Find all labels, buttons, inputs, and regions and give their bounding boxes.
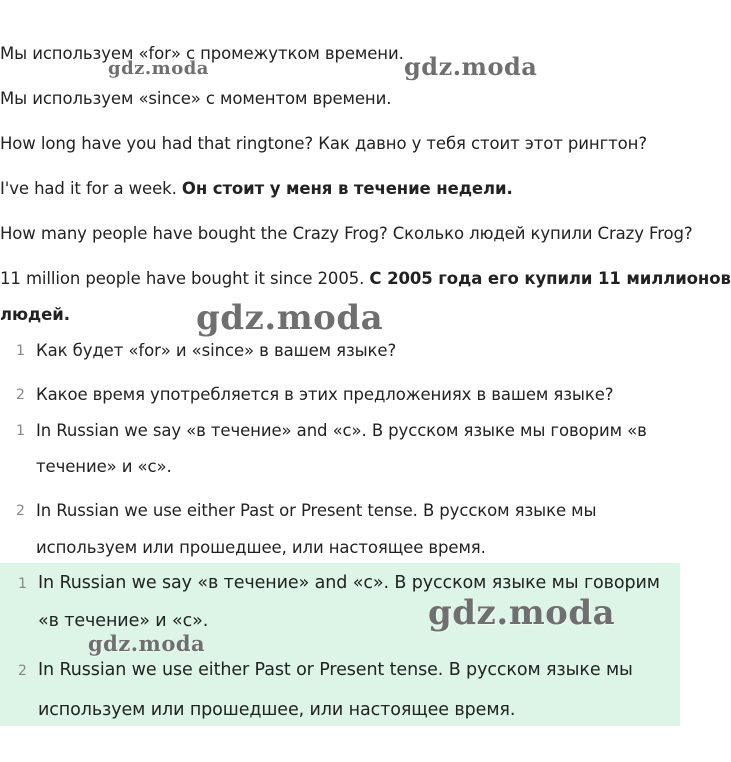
highlighted-answer-text-line: In Russian we say «в течение» and «с». В русском языке мы говорим bbox=[38, 573, 660, 593]
answer-text-line: течение» и «с». bbox=[36, 457, 172, 476]
watermark-logo: gdz.moda bbox=[88, 631, 206, 656]
highlighted-answer-number: 2 bbox=[18, 663, 27, 679]
question-text: Какое время употребляется в этих предложениях в вашем языке? bbox=[36, 385, 614, 404]
answer-crazy-frog-english: 11 million people have bought it since 2005. bbox=[0, 269, 365, 288]
answer-crazy-frog-russian: С 2005 года его купили 11 миллионов bbox=[369, 269, 731, 288]
answer-number: 1 bbox=[16, 423, 25, 439]
paragraph-question-crazy-frog: How many people have bought the Crazy Frog? Сколько людей купили Crazy Frog? bbox=[0, 224, 693, 243]
answer-text-line: используем или прошедшее, или настоящее время. bbox=[36, 538, 486, 557]
answer-crazy-frog-russian-end: людей. bbox=[0, 305, 70, 324]
answer-ringtone-russian: Он стоит у меня в течение недели. bbox=[181, 179, 513, 198]
question-number: 2 bbox=[16, 387, 25, 403]
highlighted-answer-number: 1 bbox=[18, 576, 27, 592]
highlighted-answer-text-line: «в течение» и «с». bbox=[38, 611, 209, 631]
paragraph-since-usage: Мы используем «since» с моментом времени. bbox=[0, 89, 392, 108]
watermark-logo: gdz.moda bbox=[404, 52, 538, 81]
highlighted-answer-text-line: In Russian we use either Past or Present tense. В русском языке мы bbox=[38, 660, 633, 680]
answer-text-line: In Russian we say «в течение» and «с». В русском языке мы говорим «в bbox=[36, 421, 647, 440]
paragraph-answer-crazy-frog bbox=[0, 269, 731, 289]
paragraph-for-usage: Мы используем «for» с промежутком времени. bbox=[0, 44, 404, 63]
answer-ringtone-english: I've had it for a week. bbox=[0, 179, 177, 198]
paragraph-question-ringtone: How long have you had that ringtone? Как давно у тебя стоит этот рингтон? bbox=[0, 134, 648, 153]
answer-number: 2 bbox=[16, 503, 25, 519]
highlighted-answer-text-line: используем или прошедшее, или настоящее время. bbox=[38, 700, 516, 720]
watermark-logo: gdz.moda bbox=[428, 593, 616, 633]
paragraph-answer-ringtone bbox=[0, 179, 513, 199]
watermark-logo: gdz.moda bbox=[196, 298, 384, 338]
question-number: 1 bbox=[16, 343, 25, 359]
question-text: Как будет «for» и «since» в вашем языке? bbox=[36, 341, 397, 360]
answer-text-line: In Russian we use either Past or Present tense. В русском языке мы bbox=[36, 501, 597, 520]
paragraph-answer-crazy-frog-continued bbox=[0, 305, 70, 325]
watermark-logo: gdz.moda bbox=[108, 58, 209, 79]
